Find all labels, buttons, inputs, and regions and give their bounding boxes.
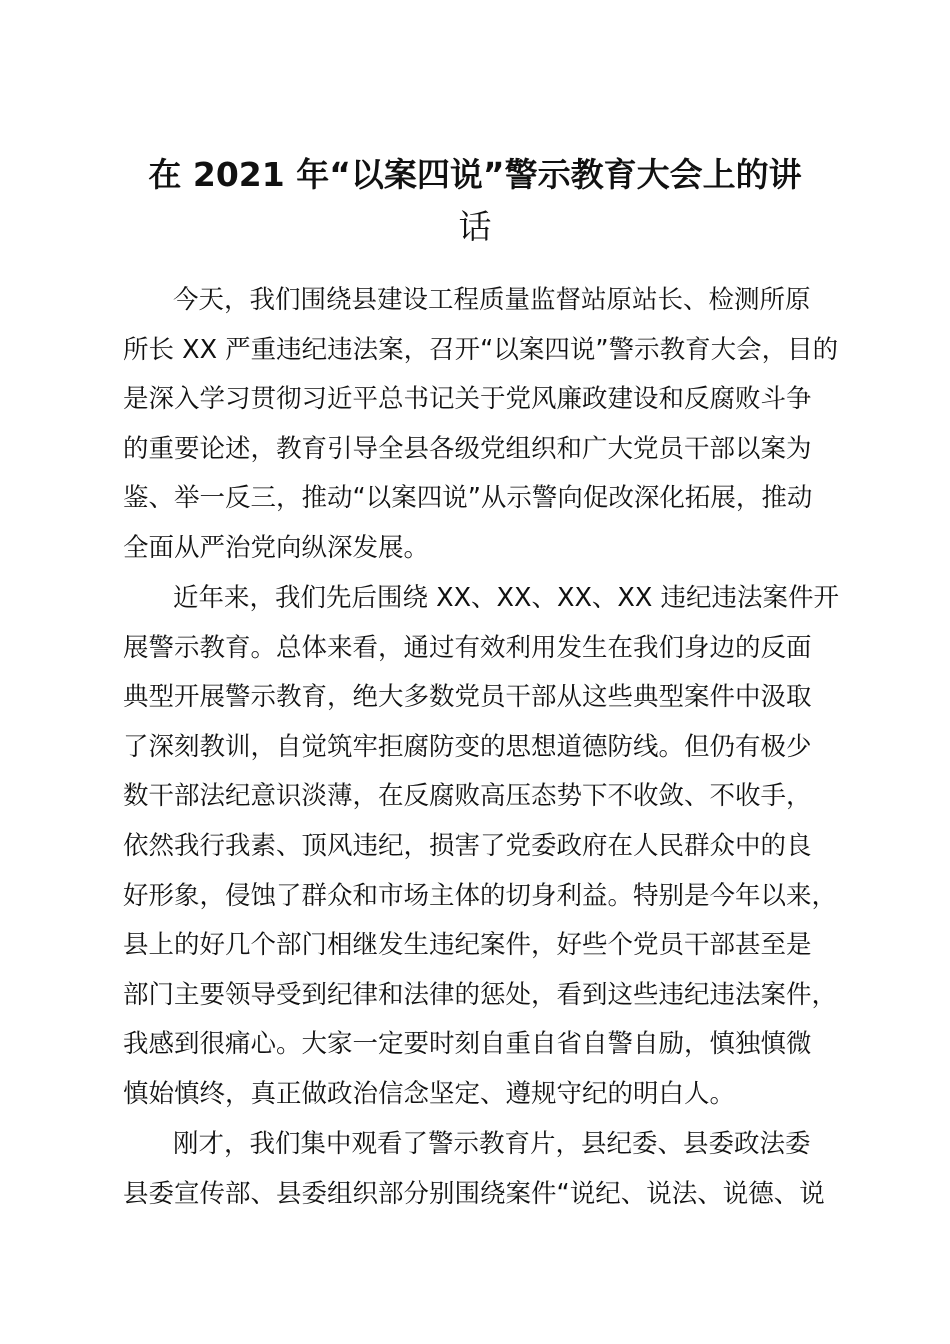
paragraph-2-line-6: 依然我行我素、顶风违纪，损害了党委政府在人民群众中的良 bbox=[123, 831, 812, 861]
paragraph-1-line-1: 今天，我们围绕县建设工程质量监督站原站长、检测所原 bbox=[173, 285, 811, 315]
paragraph-1-line-4: 的重要论述，教育引导全县各级党组织和广大党员干部以案为 bbox=[123, 434, 812, 464]
paragraph-1-line-3: 是深入学习贯彻习近平总书记关于党风廉政建设和反腐败斗争 bbox=[123, 384, 812, 414]
paragraph-2-line-10: 我感到很痛心。大家一定要时刻自重自省自警自励，慎独慎微 bbox=[123, 1029, 812, 1059]
paragraph-3-line-2: 县委宣传部、县委组织部分别围绕案件“说纪、说法、说德、说 bbox=[123, 1179, 825, 1209]
document-title-line-2: 话 bbox=[458, 207, 492, 246]
paragraph-2-line-7: 好形象，侵蚀了群众和市场主体的切身利益。特别是今年以来， bbox=[123, 881, 838, 911]
paragraph-1-line-5: 鉴、举一反三，推动“以案四说”从示警向促改深化拓展，推动 bbox=[123, 483, 813, 513]
paragraph-1-line-2: 所长 XX 严重违纪违法案，召开“以案四说”警示教育大会，目的 bbox=[123, 335, 839, 365]
paragraph-2-line-2: 展警示教育。总体来看，通过有效利用发生在我们身边的反面 bbox=[123, 633, 812, 663]
paragraph-3-line-1: 刚才，我们集中观看了警示教育片，县纪委、县委政法委 bbox=[173, 1129, 811, 1159]
document-title-line-1: 在 2021 年“以案四说”警示教育大会上的讲 bbox=[148, 155, 802, 194]
paragraph-2-line-3: 典型开展警示教育，绝大多数党员干部从这些典型案件中汲取 bbox=[123, 682, 812, 712]
paragraph-2-line-5: 数干部法纪意识淡薄，在反腐败高压态势下不收敛、不收手， bbox=[123, 781, 812, 811]
paragraph-2-line-11: 慎始慎终，真正做政治信念坚定、遵规守纪的明白人。 bbox=[123, 1079, 736, 1109]
paragraph-2-line-8: 县上的好几个部门相继发生违纪案件，好些个党员干部甚至是 bbox=[123, 930, 812, 960]
paragraph-2-line-4: 了深刻教训，自觉筑牢拒腐防变的思想道德防线。但仍有极少 bbox=[123, 732, 812, 762]
paragraph-1-line-6: 全面从严治党向纵深发展。 bbox=[123, 533, 430, 563]
paragraph-2-line-9: 部门主要领导受到纪律和法律的惩处，看到这些违纪违法案件， bbox=[123, 980, 838, 1010]
paragraph-2-line-1: 近年来，我们先后围绕 XX、XX、XX、XX 违纪违法案件开 bbox=[173, 583, 839, 613]
